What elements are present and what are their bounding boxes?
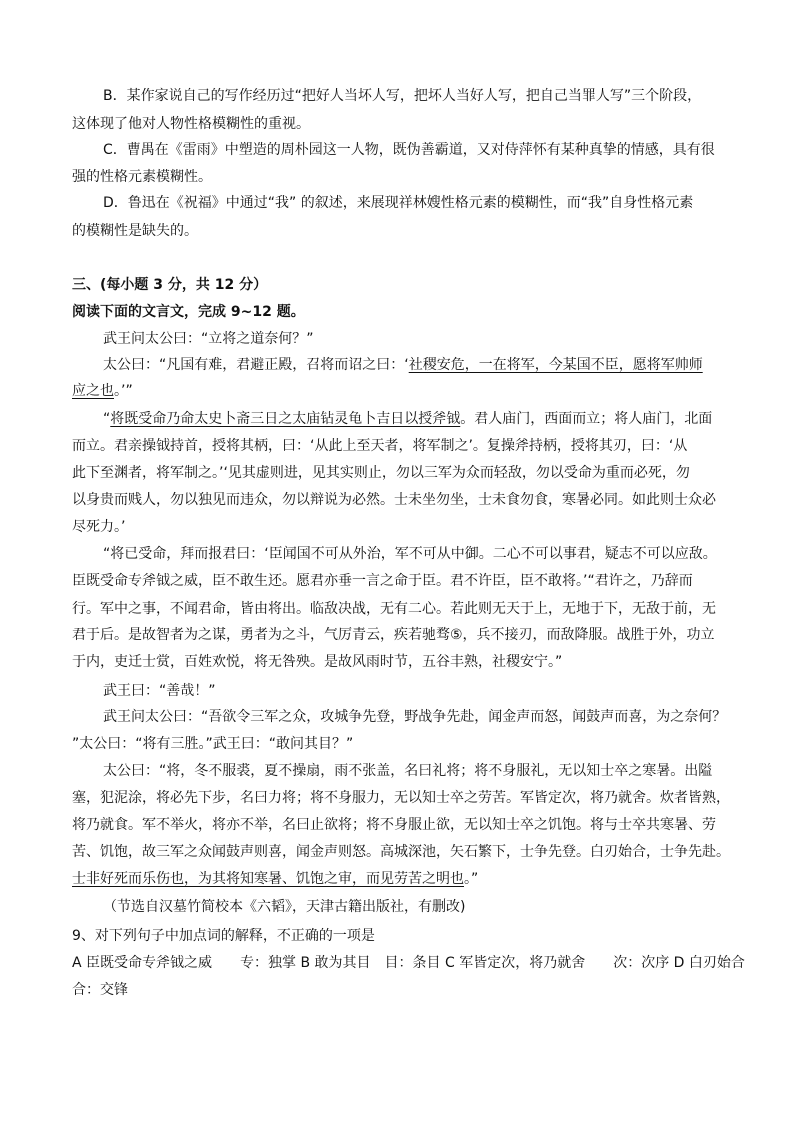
option-b-line-1: B．某作家说自己的写作经历过“把好人当坏人写，把坏人当好人写，把自己当罪人写”三个阶段， [103,88,702,104]
option-b-line-2: 这体现了他对人物性格模糊性的重视。 [72,116,310,132]
section-heading: 三、(每小题 3 分，共 12 分） [72,277,268,293]
section-instruction: 阅读下面的文言文，完成 9~12 题。 [72,304,305,320]
passage-line: 武王问太公曰：“立将之道奈何？” [103,331,314,347]
passage-line: 太公曰：“将，冬不服裘，夏不操扇，雨不张盖，名曰礼将；将不身服礼，无以知士卒之寒暑。出隘 [103,763,713,779]
passage-line [103,355,703,375]
passage-line [72,381,133,401]
question-9-stem: 9、对下列句子中加点词的解释，不正确的一项是 [72,928,375,944]
option-c-line-2: 强的性格元素模糊性。 [72,169,212,185]
passage-line: ”太公曰：“将有三胜。”武王曰：“敢问其目？” [72,736,354,752]
passage-text: 太公曰：“凡国有难，君避正殿，召将而诏之曰：‘ [103,357,409,373]
option-d-line-1: D．鲁迅在《祝福》中通过“我” 的叙述，来展现祥林嫂性格元素的模糊性，而“我”自身性格元素 [103,195,694,211]
passage-line: 君于后。是故智者为之谋，勇者为之斗，气厉青云，疾若驰骛⑤，兵不接刃，而敌降服。战胜于外，功立 [72,627,715,643]
passage-line: “将已受命，拜而报君曰：‘臣闻国不可从外治，军不可从中御。二心不可以事君，疑志不可以应敌。 [103,546,717,562]
passage-line [72,869,478,889]
passage-line: 以身贵而贱人，勿以独见而违众，勿以辩说为必然。士未坐勿坐，士未食勿食，寒暑必同。如此则士众必 [72,492,716,508]
passage-text: “ [103,411,111,427]
passage-line [103,409,712,429]
passage-line: 将乃就食。军不举火，将亦不举，名曰止欲将；将不身服止欲，无以知士卒之饥饱。将与士卒共寒暑、劳 [72,817,716,833]
passage-text: 。’” [114,383,133,399]
passage-line: 此下至渊者，将军制之。’‘见其虚则进，见其实则止，勿以三军为众而轻敌，勿以受命为重而必死，勿 [72,465,690,481]
underlined-sentence: 将既受命乃命太史卜斋三日之太庙钻灵龟卜吉日以授斧钺 [110,411,461,427]
passage-line: 于内，吏迁士赏，百姓欢悦，将无咎殃。是故风雨时节，五谷丰熟，社稷安宁。” [72,654,563,670]
question-9-options-line-1: A 臣既受命专斧钺之威 专：独掌 B 敢为其目 目：条目 C 军皆定次，将乃就舍 次：次序 D 白刃始合 [72,955,745,971]
option-c-line-1: C．曹禺在《雷雨》中塑造的周朴园这一人物，既伪善霸道，又对侍萍怀有某种真挚的情感，具有很 [103,142,715,158]
passage-line: 尽死力。’ [72,519,126,535]
passage-line: 武王问太公曰：“吾欲令三军之众，攻城争先登，野战争先赴，闻金声而怒，闻鼓声而喜，为之奈何？ [103,709,727,725]
passage-line: 而立。君亲操钺持首，授将其柄，曰：‘从此上至天者，将军制之’。复操斧持柄，授将其刃，曰：‘从 [72,438,688,454]
question-9-options-line-2: 合：交锋 [72,982,128,998]
underlined-sentence: 社稷安危，一在将军，今某国不臣，愿将军帅师 [408,357,703,373]
option-d-line-2: 的模糊性是缺失的。 [72,223,198,239]
passage-line: 塞，犯泥涂，将必先下步，名曰力将；将不身服力，无以知士卒之劳苦。军皆定次，将乃就舍。炊者皆熟， [72,790,730,806]
passage-source: （节选自汉墓竹简校本《六韬》，天津古籍出版社，有删改) [103,899,466,915]
passage-line: 行。军中之事，不闻君命，皆由将出。临敌决战，无有二心。若此则无天于上，无地于下，无敌于前，无 [72,601,716,617]
passage-line: 武王曰：“善哉！” [103,683,216,699]
passage-line: 苦、饥饱，故三军之众闻鼓声则喜，闻金声则怒。高城深池，矢石繁下，士争先登。白刃始合，士争先赴。 [72,844,730,860]
passage-text: 。” [464,871,479,887]
underlined-sentence: 士非好死而乐伤也，为其将知寒暑、饥饱之审，而见劳苦之明也 [72,871,464,887]
passage-text: 。君人庙门，西面而立；将人庙门，北面 [460,411,713,427]
underlined-sentence: 应之也 [72,383,114,399]
passage-line: 臣既受命专斧钺之威，臣不敢生还。愿君亦垂一言之命于臣。君不许臣，臣不敢将。’“君许之，乃辞而 [72,573,693,589]
